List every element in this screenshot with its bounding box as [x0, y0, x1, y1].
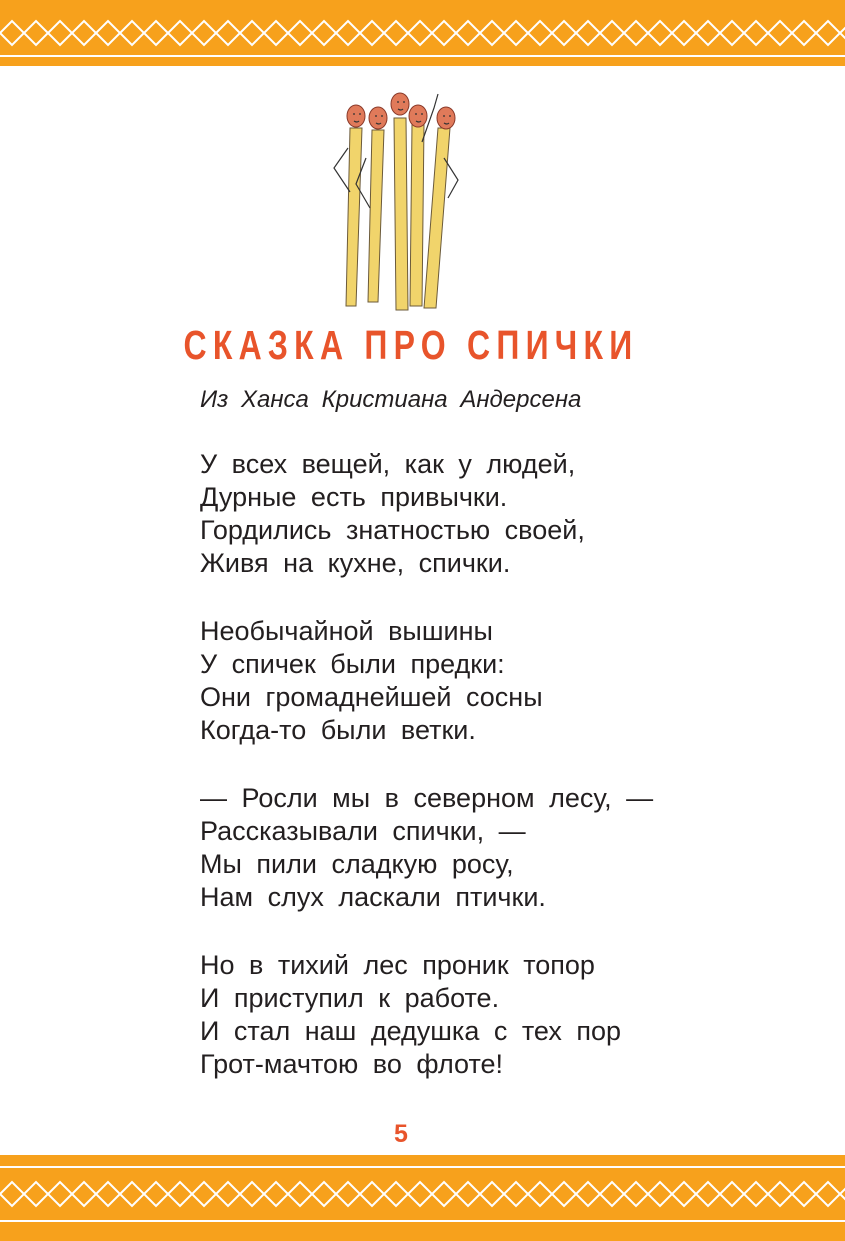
stanza	[200, 782, 653, 914]
story-title: СКАЗКА ПРО СПИЧКИ	[183, 322, 639, 368]
poem-line: Живя на кухне, спички.	[200, 548, 511, 578]
match-head	[391, 93, 409, 115]
match-head	[347, 105, 365, 127]
match-head	[409, 105, 427, 127]
poem-line: Грот-мачтою во флоте!	[200, 1049, 504, 1079]
poem-line: — Росли мы в северном лесу, —	[200, 783, 654, 813]
match-arm	[334, 148, 350, 192]
poem-line: И приступил к работе.	[200, 983, 500, 1013]
poem-line: У спичек были предки:	[200, 649, 505, 679]
poem-line: Дурные есть привычки.	[200, 482, 508, 512]
poem-line: И стал наш дедушка с тех пор	[200, 1016, 621, 1046]
top-decorative-border	[0, 0, 845, 66]
stanza	[200, 949, 653, 1081]
bottom-decorative-border	[0, 1155, 845, 1241]
author-subtitle: Из Ханса Кристиана Андерсена	[200, 386, 582, 413]
match-stick	[368, 130, 384, 302]
match-stick	[394, 118, 408, 310]
poem-line: Необычайной вышины	[200, 616, 493, 646]
stanza	[200, 615, 653, 747]
match-stick	[346, 128, 362, 306]
page-number: 5	[394, 1120, 408, 1148]
match-stick	[410, 124, 424, 306]
poem-line: Но в тихий лес проник топор	[200, 950, 595, 980]
match-stick	[424, 128, 450, 308]
poem-line: Гордились знатностью своей,	[200, 515, 585, 545]
stanza	[200, 448, 653, 580]
match-head	[437, 107, 455, 129]
poem-line: У всех вещей, как у людей,	[200, 449, 576, 479]
poem	[200, 448, 653, 1116]
match-head	[369, 107, 387, 129]
matches-illustration	[326, 88, 466, 316]
bottom-diamond-pattern	[0, 1155, 845, 1241]
top-diamond-pattern	[0, 0, 845, 66]
poem-line: Рассказывали спички, —	[200, 816, 526, 846]
poem-line: Нам слух ласкали птички.	[200, 882, 546, 912]
poem-line: Они громаднейшей сосны	[200, 682, 543, 712]
poem-line: Когда-то были ветки.	[200, 715, 476, 745]
poem-line: Мы пили сладкую росу,	[200, 849, 514, 879]
